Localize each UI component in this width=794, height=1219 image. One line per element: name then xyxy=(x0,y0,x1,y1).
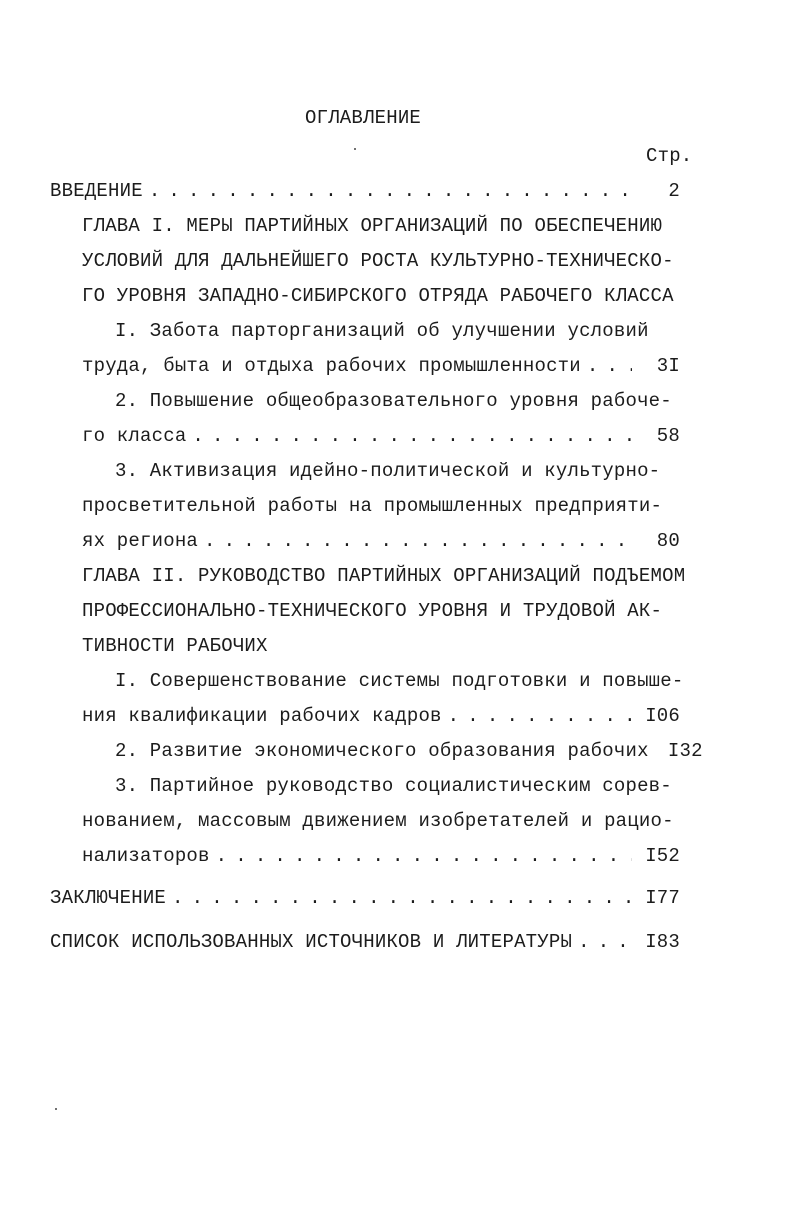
toc-entry-text: ВВЕДЕНИЕ xyxy=(50,180,143,202)
dot-leader xyxy=(192,424,632,448)
page-column-label: Стр. xyxy=(646,145,693,167)
toc-section-1-2-line-1: 2. Повышение общеобразовательного уровня рабоче- xyxy=(115,390,672,412)
toc-section-2-3-line-1: 3. Партийное руководство социалистическим сорев- xyxy=(115,775,672,797)
toc-entry-bibliography xyxy=(50,930,680,954)
toc-chapter-1-line-2: УСЛОВИЙ ДЛЯ ДАЛЬНЕЙШЕГО РОСТА КУЛЬТУРНО-ТЕХНИЧЕСКО- xyxy=(82,250,674,272)
toc-page-number: I77 xyxy=(645,887,680,909)
toc-entry-introduction xyxy=(50,179,680,203)
toc-section-1-1-line-1: I. Забота парторганизаций об улучшении условий xyxy=(115,320,649,342)
toc-page-number: I32 xyxy=(667,740,703,762)
dot-leader xyxy=(578,930,632,954)
toc-section-1-1-last-line xyxy=(82,354,680,378)
dot-leader xyxy=(216,844,632,868)
dot-leader xyxy=(587,354,632,378)
toc-entry-text: ния квалификации рабочих кадров xyxy=(82,705,442,727)
toc-chapter-2-line-3: ТИВНОСТИ РАБОЧИХ xyxy=(82,635,268,657)
dot-leader xyxy=(172,886,632,910)
toc-page-number: I52 xyxy=(645,845,680,867)
toc-entry-text: го класса xyxy=(82,425,187,447)
toc-title: ОГЛАВЛЕНИЕ xyxy=(305,107,422,129)
toc-entry-text: 2. Развитие экономического образования рабочих xyxy=(115,740,649,762)
toc-page-number: I06 xyxy=(645,705,680,727)
scan-speck xyxy=(55,1108,57,1110)
toc-entry-text: СПИСОК ИСПОЛЬЗОВАННЫХ ИСТОЧНИКОВ И ЛИТЕРАТУРЫ xyxy=(50,931,573,953)
toc-page-number: 2 xyxy=(668,180,680,202)
toc-page-number: I83 xyxy=(645,931,680,953)
toc-section-2-1-last-line xyxy=(82,704,680,728)
toc-page-number: 80 xyxy=(656,530,680,552)
toc-entry-text: нализаторов xyxy=(82,845,210,867)
toc-chapter-2-line-1: ГЛАВА II. РУКОВОДСТВО ПАРТИЙНЫХ ОРГАНИЗАЦИЙ ПОДЪЕМОМ xyxy=(82,565,686,587)
toc-entry-conclusion xyxy=(50,886,680,910)
dot-leader xyxy=(204,529,632,553)
dot-leader xyxy=(149,179,632,203)
toc-entry-text: труда, быта и отдыха рабочих промышленности xyxy=(82,355,581,377)
toc-section-1-3-line-2: просветительной работы на промышленных предприяти- xyxy=(82,495,663,517)
dot-leader xyxy=(448,704,632,728)
toc-entry-text: ях региона xyxy=(82,530,199,552)
toc-section-2-2 xyxy=(115,739,703,763)
toc-section-1-3-last-line xyxy=(82,529,680,553)
toc-chapter-2-line-2: ПРОФЕССИОНАЛЬНО-ТЕХНИЧЕСКОГО УРОВНЯ И ТРУДОВОЙ АК- xyxy=(82,600,663,622)
toc-section-1-2-last-line xyxy=(82,424,680,448)
toc-entry-text: ЗАКЛЮЧЕНИЕ xyxy=(50,887,167,909)
toc-chapter-1-line-3: ГО УРОВНЯ ЗАПАДНО-СИБИРСКОГО ОТРЯДА РАБОЧЕГО КЛАССА xyxy=(82,285,674,307)
toc-page-number: 3I xyxy=(656,355,680,377)
toc-page-number: 58 xyxy=(656,425,680,447)
toc-chapter-1-line-1: ГЛАВА I. МЕРЫ ПАРТИЙНЫХ ОРГАНИЗАЦИЙ ПО ОБЕСПЕЧЕНИЮ xyxy=(82,215,663,237)
toc-section-2-3-line-2: нованием, массовым движением изобретателей и рацио- xyxy=(82,810,674,832)
toc-section-1-3-line-1: 3. Активизация идейно-политической и культурно- xyxy=(115,460,661,482)
toc-section-2-1-line-1: I. Совершенствование системы подготовки и повыше- xyxy=(115,670,684,692)
scan-speck xyxy=(354,148,356,150)
toc-section-2-3-last-line xyxy=(82,844,680,868)
